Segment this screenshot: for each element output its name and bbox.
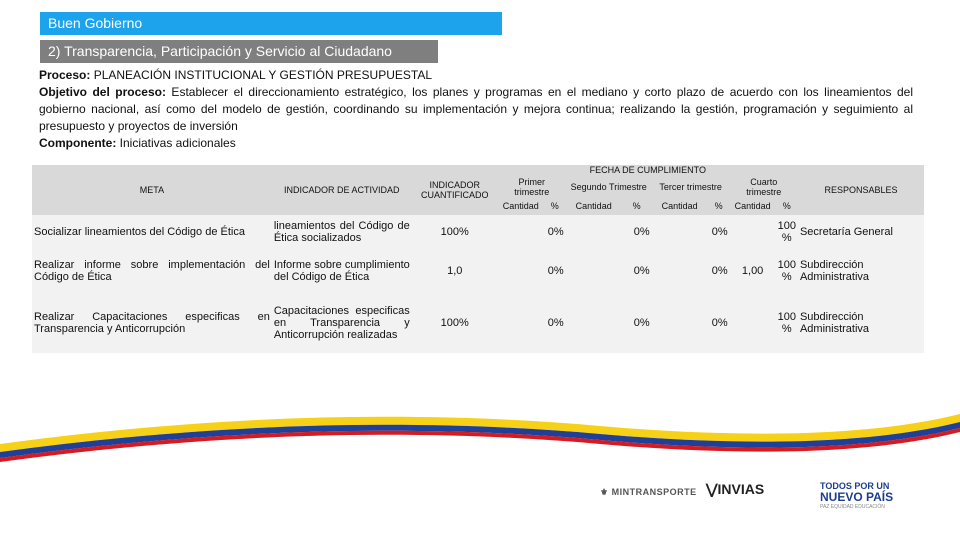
row-q3-pct: 0% — [708, 215, 730, 249]
header-cantidad: Cantidad — [566, 199, 622, 213]
row-q1-cantidad — [498, 249, 544, 293]
header-pct: % — [622, 199, 652, 213]
table-row — [32, 249, 924, 293]
row-q2-pct: 0% — [622, 215, 652, 249]
proceso-line: Proceso: PLANEACIÓN INSTITUCIONAL Y GESTIÓN PRESUPUESTAL — [39, 68, 432, 82]
row-q1-cantidad — [498, 293, 544, 353]
header-indicador-actividad: INDICADOR DE ACTIVIDAD — [272, 165, 412, 215]
row-indicador: Informe sobre cumplimiento del Código de Ética — [272, 249, 412, 293]
row-cuantificado: 1,0 — [412, 249, 498, 293]
invias-icon: ⋁ — [706, 481, 718, 497]
action-plan-table — [32, 165, 924, 353]
row-meta: Realizar informe sobre implementación del Código de Ética — [32, 249, 272, 293]
table-row — [32, 293, 924, 353]
header-cantidad: Cantidad — [498, 199, 544, 213]
row-indicador: lineamientos del Código de Ética socializados — [272, 215, 412, 249]
row-responsable: Subdirección Administrativa — [798, 293, 924, 353]
flag-stripes — [0, 404, 960, 464]
row-q4-pct: 100 % — [776, 293, 798, 353]
invias-logo: ⋁INVIAS — [706, 481, 765, 497]
row-meta: Realizar Capacitaciones especificas en Transparencia y Anticorrupción — [32, 293, 272, 353]
header-pct: % — [708, 199, 730, 213]
todos-por-un-nuevo-pais-logo: TODOS POR UN NUEVO PAÍS PAZ EQUIDAD EDUCACIÓN — [820, 481, 894, 510]
row-q4-cantidad: 1,00 — [730, 249, 776, 293]
row-q2-pct: 0% — [622, 249, 652, 293]
row-q2-cantidad — [566, 249, 622, 293]
section-subtitle: 2) Transparencia, Participación y Servicio al Ciudadano — [40, 40, 438, 63]
header-cantidad: Cantidad — [730, 199, 776, 213]
row-q2-cantidad — [566, 215, 622, 249]
row-q4-pct: 100 % — [776, 249, 798, 293]
header-indicador-cuantificado: INDICADOR CUANTIFICADO — [412, 165, 498, 215]
row-responsable: Secretaría General — [798, 215, 924, 249]
mintransporte-logo: ⚜ MINTRANSPORTE — [600, 487, 697, 497]
row-q3-pct: 0% — [708, 293, 730, 353]
row-cuantificado: 100% — [412, 293, 498, 353]
componente-line: Componente: Iniciativas adicionales — [39, 136, 236, 150]
row-q3-cantidad — [652, 215, 708, 249]
header-cantidad: Cantidad — [652, 199, 708, 213]
header-fecha: FECHA DE CUMPLIMIENTO — [498, 165, 798, 175]
row-q3-cantidad — [652, 293, 708, 353]
shield-icon: ⚜ — [600, 487, 609, 497]
row-q2-cantidad — [566, 293, 622, 353]
objetivo-line: Objetivo del proceso: Establecer el direccionamiento estratégico, los planes y programas en el mediano y corto plazo de acuerdo con los lineamientos del gobierno nacional, así como del modelo de gestión, coordinando su implementación y mejora continua; realizando la gestión, programación y seguimiento al presupuesto y proyectos de inversión — [39, 85, 914, 133]
row-q1-pct: 0% — [544, 293, 566, 353]
row-q4-cantidad — [730, 215, 776, 249]
row-responsable: Subdirección Administrativa — [798, 249, 924, 293]
header-q4: Cuarto trimestre — [730, 175, 798, 199]
row-indicador: Capacitaciones especificas en Transparencia y Anticorrupción realizadas — [272, 293, 412, 353]
row-q1-pct: 0% — [544, 215, 566, 249]
row-meta: Socializar lineamientos del Código de Ética — [32, 215, 272, 249]
row-q3-cantidad — [652, 249, 708, 293]
header-responsables: RESPONSABLES — [798, 165, 924, 215]
row-q2-pct: 0% — [622, 293, 652, 353]
row-q1-cantidad — [498, 215, 544, 249]
row-q4-cantidad — [730, 293, 776, 353]
row-q3-pct: 0% — [708, 249, 730, 293]
row-q1-pct: 0% — [544, 249, 566, 293]
header-q2: Segundo Trimestre — [566, 175, 652, 199]
header-q1: Primer trimestre — [498, 175, 566, 199]
header-pct: % — [776, 199, 798, 213]
header-pct: % — [544, 199, 566, 213]
table-row — [32, 215, 924, 249]
row-cuantificado: 100% — [412, 215, 498, 249]
header-q3: Tercer trimestre — [652, 175, 730, 199]
process-description — [39, 67, 913, 152]
row-q4-pct: 100 % — [776, 215, 798, 249]
section-title: Buen Gobierno — [40, 12, 502, 35]
header-meta: META — [32, 165, 272, 215]
